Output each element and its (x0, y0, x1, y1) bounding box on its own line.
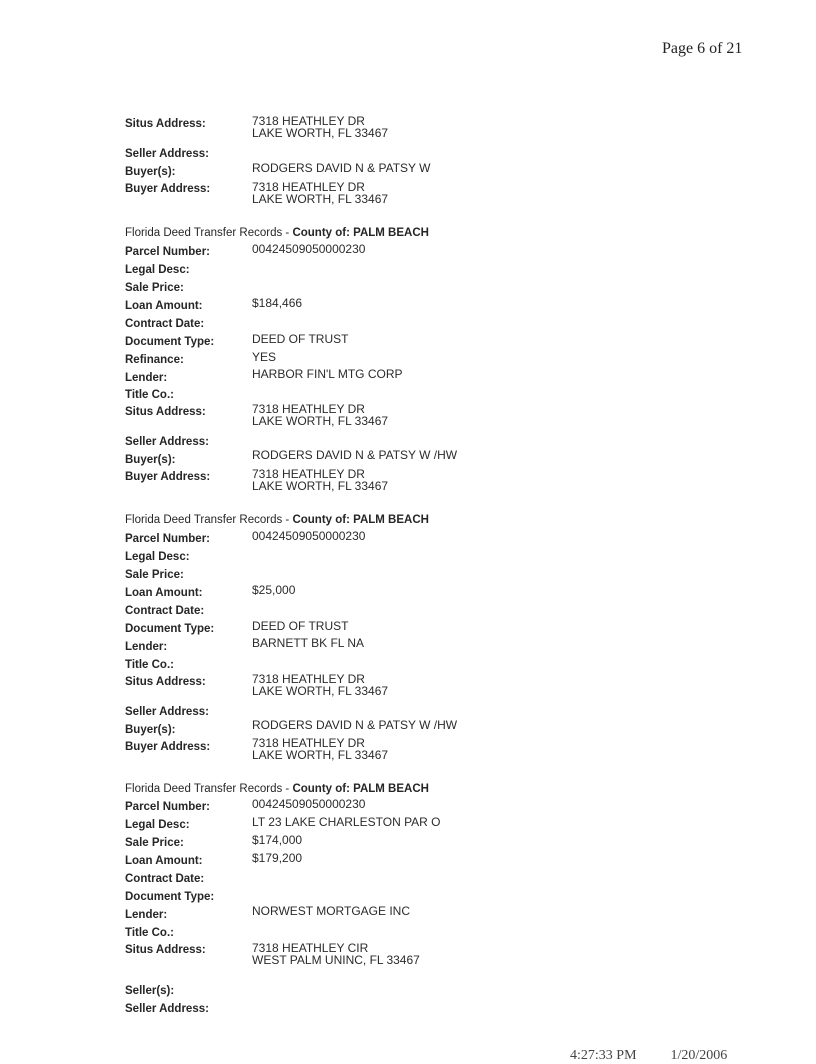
field-label: Document Type: (125, 336, 215, 348)
buyers-row (0, 448, 816, 469)
field-value-line2: LAKE WORTH, FL 33467 (252, 126, 389, 140)
sale-price-row (0, 833, 816, 852)
lender-row (0, 904, 816, 924)
field-label: Situs Address: (125, 118, 206, 130)
footer-time: 4:27:33 PM (570, 1048, 637, 1063)
field-value: 00424509050000230 (252, 529, 366, 543)
field-label: Legal Desc: (125, 819, 190, 831)
field-label: Buyer Address: (125, 741, 211, 753)
field-label: Seller Address: (125, 436, 209, 448)
field-value: $25,000 (252, 583, 296, 597)
field-label: Buyer Address: (125, 471, 211, 483)
field-label: Seller(s): (125, 985, 175, 997)
field-value: 7318 HEATHLEY DR (252, 672, 365, 686)
contract-date-row (0, 604, 816, 620)
loan-amount-row (0, 851, 816, 870)
buyers-row (0, 161, 816, 181)
field-label: Sale Price: (125, 282, 184, 294)
field-value: 7318 HEATHLEY DR (252, 736, 365, 750)
field-label: Loan Amount: (125, 587, 203, 599)
parcel-number-row (0, 797, 816, 816)
buyer-address-row (0, 180, 816, 206)
field-label: Situs Address: (125, 944, 206, 956)
field-label: Seller Address: (125, 148, 209, 160)
record-header (0, 782, 816, 798)
title-co-row (0, 658, 816, 674)
situs-address-row (0, 941, 816, 967)
title-co-row (0, 926, 816, 942)
field-value: DEED OF TRUST (252, 619, 349, 633)
field-value: RODGERS DAVID N & PATSY W (252, 161, 431, 175)
field-label: Lender: (125, 909, 168, 921)
field-label: Buyer Address: (125, 183, 211, 195)
buyer-address-row (0, 736, 816, 762)
field-value: LT 23 LAKE CHARLESTON PAR O (252, 815, 441, 829)
page-number: Page 6 of 21 (662, 40, 743, 57)
field-label: Sale Price: (125, 837, 184, 849)
field-label: Parcel Number: (125, 246, 211, 258)
contract-date-row (0, 872, 816, 888)
field-value: 7318 HEATHLEY DR (252, 114, 365, 128)
field-label: Seller Address: (125, 1003, 209, 1015)
field-value: DEED OF TRUST (252, 332, 349, 346)
legal-desc-row (0, 263, 816, 279)
field-value: 7318 HEATHLEY DR (252, 180, 365, 194)
field-label: Situs Address: (125, 406, 206, 418)
field-value-line2: LAKE WORTH, FL 33467 (252, 748, 389, 762)
field-label: Document Type: (125, 891, 215, 903)
field-label: Buyer(s): (125, 454, 176, 466)
field-value: $174,000 (252, 833, 303, 847)
field-label: Loan Amount: (125, 855, 203, 867)
field-value: YES (252, 350, 277, 364)
field-value: $179,200 (252, 851, 303, 865)
field-value: 7318 HEATHLEY DR (252, 402, 365, 416)
field-label: Lender: (125, 641, 168, 653)
field-value: 00424509050000230 (252, 797, 366, 811)
parcel-number-row (0, 242, 816, 261)
sellers-row (0, 984, 816, 1000)
loan-amount-row (0, 296, 816, 315)
seller-address-row (0, 1002, 816, 1018)
field-value: RODGERS DAVID N & PATSY W /HW (252, 448, 458, 462)
field-label: Title Co.: (125, 927, 174, 939)
field-label: Parcel Number: (125, 801, 211, 813)
parcel-number-row (0, 529, 816, 548)
field-label: Document Type: (125, 623, 215, 635)
situs-address-row (0, 402, 816, 428)
field-label: Parcel Number: (125, 533, 211, 545)
field-value: $184,466 (252, 296, 303, 310)
legal-desc-row (0, 815, 816, 834)
field-label: Title Co.: (125, 389, 174, 401)
field-value: NORWEST MORTGAGE INC (252, 904, 411, 918)
lender-row (0, 367, 816, 387)
buyers-row (0, 718, 816, 739)
field-value: RODGERS DAVID N & PATSY W /HW (252, 718, 458, 732)
contract-date-row (0, 317, 816, 333)
sale-price-row (0, 568, 816, 584)
situs-address-row (0, 114, 816, 140)
footer-date: 1/20/2006 (670, 1048, 728, 1063)
record-title: Florida Deed Transfer Records - County of: PALM BEACH (125, 514, 429, 526)
loan-amount-row (0, 583, 816, 602)
field-label: Title Co.: (125, 659, 174, 671)
field-label: Buyer(s): (125, 166, 176, 178)
field-label: Contract Date: (125, 873, 205, 885)
record-title: Florida Deed Transfer Records - County of: PALM BEACH (125, 227, 429, 239)
field-value: HARBOR FIN'L MTG CORP (252, 367, 403, 381)
document-type-row (0, 619, 816, 638)
field-label: Loan Amount: (125, 300, 203, 312)
record-header (0, 513, 816, 529)
legal-desc-row (0, 550, 816, 566)
field-label: Contract Date: (125, 318, 205, 330)
lender-row (0, 636, 816, 656)
field-value: 7318 HEATHLEY DR (252, 467, 365, 481)
field-label: Contract Date: (125, 605, 205, 617)
field-label: Legal Desc: (125, 551, 190, 563)
field-label: Buyer(s): (125, 724, 176, 736)
record-title: Florida Deed Transfer Records - County of: PALM BEACH (125, 783, 429, 795)
field-label: Lender: (125, 372, 168, 384)
title-co-row (0, 388, 816, 404)
field-value-line2: LAKE WORTH, FL 33467 (252, 479, 389, 493)
field-value-line2: LAKE WORTH, FL 33467 (252, 192, 389, 206)
record-header (0, 226, 816, 242)
field-label: Sale Price: (125, 569, 184, 581)
field-value: 00424509050000230 (252, 242, 366, 256)
document-type-row (0, 332, 816, 351)
buyer-address-row (0, 467, 816, 493)
field-value-line2: LAKE WORTH, FL 33467 (252, 684, 389, 698)
page-footer (570, 1048, 727, 1064)
field-label: Seller Address: (125, 706, 209, 718)
field-value: BARNETT BK FL NA (252, 636, 365, 650)
refinance-row (0, 350, 816, 369)
field-value: 7318 HEATHLEY CIR (252, 941, 369, 955)
field-value-line2: WEST PALM UNINC, FL 33467 (252, 953, 420, 967)
field-label: Situs Address: (125, 676, 206, 688)
field-label: Refinance: (125, 354, 184, 366)
situs-address-row (0, 672, 816, 698)
field-label: Legal Desc: (125, 264, 190, 276)
field-value-line2: LAKE WORTH, FL 33467 (252, 414, 389, 428)
sale-price-row (0, 281, 816, 297)
